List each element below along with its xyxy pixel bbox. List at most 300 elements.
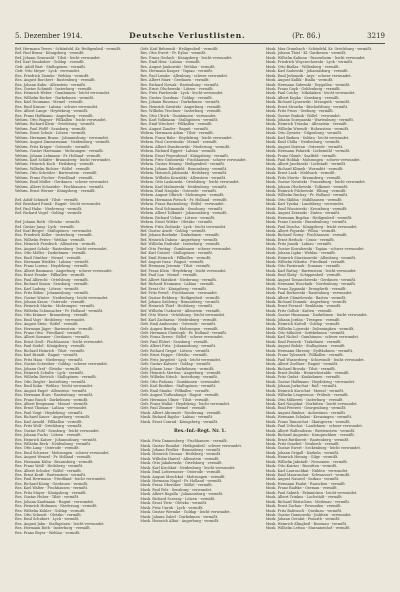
list-line: Res. Fritz Wolf - Ortelsburg - vermißt. xyxy=(15,424,83,429)
list-line: Musk. Johann Gerulat - Ponarth - vermißt. xyxy=(265,517,341,522)
list-line: Musk. Karl Badura - Soldau - leicht verwundet. xyxy=(265,135,350,140)
list-line: Wehrm. Otto Laskowski - Ortelsburg - leicht verwundet. xyxy=(140,180,240,185)
list-line: Gefr. Heinrich Mertins - Angerburg - vermißt. xyxy=(140,370,222,375)
list-line: Wehrm. Fritz Zielinski - Lyck - leicht verwundet. xyxy=(140,224,227,229)
list-line: Musk. Wilhelm Wnendt - Hohenstein - vermißt. xyxy=(265,126,350,131)
page-header xyxy=(15,30,385,42)
list-line: Gefr. Johann Lenz - Darkehmen - vermißt. xyxy=(140,366,215,371)
list-line: Res. Ernst Franke - Pillkallen - vermißt. xyxy=(15,273,86,278)
list-line: Wehrm. August Olbrich - Mohrungen - vermißt. xyxy=(140,193,225,198)
list-line: Res. Albert Marx - Gerdauen - vermißt. xyxy=(140,78,210,83)
list-line: Musk. Franz Tybussek - Pillkallen - vermißt. xyxy=(265,353,344,358)
list-line: Musk. Johann Fiedler - Braunsberg - vermißt. xyxy=(140,447,222,452)
list-line: Gefr. Adolf Bart - Stallupönen - vermißt. xyxy=(15,64,86,69)
list-line: Res. August Engel - Allenstein - vermißt. xyxy=(15,388,88,393)
list-line: Musk. Albert Trinkus - Lochstädt - vermißt. xyxy=(265,495,343,500)
list-line: Res. Albert Schulze - Rößel - vermißt. xyxy=(15,468,82,473)
list-line: Res. Paul Voigt - Heydekrug - vermißt. xyxy=(15,410,84,415)
list-line: Musk. Albert Kopka - Sensburg - vermißt. xyxy=(265,95,340,100)
list-line: Gefr. Karl Ruddies - Stallupönen - vermißt. xyxy=(140,384,217,389)
list-line: Musk. Heinrich Klingbeil - Rosenau - vermißt. xyxy=(265,521,348,526)
list-line: Musk. Albert Chmielewski - Barten - vermißt. xyxy=(265,295,347,300)
list-line: Musk. Albert Figurski - Pillau - vermißt. xyxy=(265,228,337,233)
list-line: Res. Emil Hinz - Labiau - vermißt. xyxy=(140,60,201,65)
list-line: Res. Johann Kraus - Osterode - vermißt. xyxy=(15,299,86,304)
list-line: Musk. Karl Nickel - Gumbinnen - schwer verwundet. xyxy=(265,335,359,340)
list-line: Res. Hermann Kasper - Tapiau - vermißt. xyxy=(140,69,214,74)
header-title: Deutsche Verlustlisten. xyxy=(129,31,246,40)
list-line: Res. Karl Ludwig - Lötzen - vermißt. xyxy=(15,286,80,291)
list-line: Res. Franz Hoffmann - Angerburg - vermißt. xyxy=(15,113,94,118)
list-line: Musk. Heinrich Kurschat - Memel - vermißt. xyxy=(265,388,345,393)
list-line: Res. Emil Kuhn - Wehlau - leicht verwundet. xyxy=(15,384,94,389)
list-line: Musk. Albert Zoellner - Ragnit - vermißt. xyxy=(265,362,339,367)
list-line: Res. Emil Günther - Memel - vermißt. xyxy=(15,255,82,260)
list-line: Res. Hermann Winkler - Labiau - vermißt. xyxy=(15,260,90,264)
list-line: Ref. Karl Zacharias - Neidenburg - vermißt. xyxy=(140,317,218,322)
list-line: Wehrm. Ernst Schulz - Lötzen - vermißt. xyxy=(15,131,87,136)
list-line: Musk. Karl Tyszka - Landsberg - verwundet. xyxy=(265,202,345,207)
list-line: Musk. Wilhelm Hantel - Allenstein - vermißt. xyxy=(140,456,220,461)
list-line: Res. Karl Volkmann - Stallupönen - vermißt. xyxy=(140,118,219,122)
list-line: Gefr. August Todtenhaupt - Ragnit - vermißt. xyxy=(140,393,220,398)
list-line: Res. Otto Möller - Darkehmen - vermißt. xyxy=(15,251,87,256)
list-line: Musk. Wilhelm Lengwenus - Prökuls - vermißt. xyxy=(265,393,349,398)
list-line: Res. Fritz Pawlowski - Lyck - leicht verwundet. xyxy=(140,91,224,96)
list-line: Gefr. Paul Ehlert - Sensburg - vermißt. xyxy=(140,339,209,344)
list-line: Musk. Otto Kairies - Rossitten - vermißt. xyxy=(265,464,338,469)
list-line: Res. Gustav Quednau - Goldap - vermißt. xyxy=(140,95,213,100)
list-line: Wehrm. Fritz Krüger - Osterode - vermißt. xyxy=(15,144,91,149)
list-line: Musk. Friedrich Woyczechowski - Lyck - vermißt. xyxy=(265,60,354,65)
list-line: Musk. Ernst Lask - Mehlsack - vermißt. xyxy=(265,171,336,176)
list-line: Musk. Albert Abromeit - Niederung - vermißt. xyxy=(140,410,222,415)
list-line: Gefr. Emil Stanko - Pillkallen - vermißt. xyxy=(140,388,210,393)
list-line: Res. Franz Gerlach - Königsberg - leicht verwundet. xyxy=(140,55,233,60)
list-line: Musk. Karl Lauruschkat - Nidden - verwundet. xyxy=(265,468,349,473)
list-line: Musk. Richard Brosda - Tilsit - vermißt. xyxy=(265,366,336,371)
list-line: Res. Emil Krause - Labiau - schwer verwundet. xyxy=(15,104,99,109)
list-line: Wehrm. Ernst Wittke - Oletzko - vermißt. xyxy=(140,220,214,225)
list-line: Res. Wilhelm Beck - Neidenburg - vermißt. xyxy=(15,441,92,446)
list-line: Res. Otto Ziegler - Insterburg - vermißt. xyxy=(15,379,87,384)
list-line: Musk. Gustav Rudnik - Rößel - verwundet. xyxy=(265,113,341,118)
list-line: Ref. Fritz Preuß - Fischhausen - verwundet. xyxy=(140,291,218,296)
list-line: Gefr. Hermann Ulmer - Tilsit - vermißt. xyxy=(140,397,210,402)
header-page-number: 3219 xyxy=(367,32,385,40)
list-line: Musk. Karl Rattay - Bartenstein - leicht verwundet. xyxy=(265,268,357,273)
list-line: Wehrm. Karl Malinowski - Neidenburg - vermißt. xyxy=(140,184,228,189)
list-line: Musk. Wilhelm Jakstadt - Nemonien - vermißt. xyxy=(265,459,348,464)
list-line: Res. Emil Schubert - Lyck - vermißt. xyxy=(15,517,80,522)
list-line: Gefr. Franz Drews - Rößel - schwer verwundet. xyxy=(140,335,224,340)
list-line: Res. Heinrich Hofmann - Niederung - vermißt. xyxy=(15,504,98,509)
column-1 xyxy=(15,47,134,570)
list-line: Gefr. Gustav Kalweit - Goldap - vermißt. xyxy=(140,362,212,367)
list-line: Musk. Ernst Zachau - Powunden - vermißt. xyxy=(265,504,342,509)
list-line: Res. Gustav Schmidt - Insterburg - vermißt. xyxy=(15,86,93,91)
list-line: Ref. Franz Klein - Heydekrug - leicht verwundet. xyxy=(140,268,227,273)
list-line: Musk. Emil Slaby - Schippenbeil - vermißt. xyxy=(265,273,342,278)
list-line: Musk. Franz Glomb - Saalfeld - vermißt. xyxy=(265,153,337,158)
list-line: Res. Franz Lorenz - Heydekrug - vermißt. xyxy=(15,264,89,269)
list-line: Gefr. Otto Podszus - Gumbinnen - verwundet. xyxy=(140,379,221,384)
list-line: Res. Heinrich Friedrich - Allenstein - vermißt. xyxy=(15,242,97,247)
list-line: Wehrm. Fritz Grabowski - Fischhausen - schwer verwundet. xyxy=(140,157,247,162)
list-line: Ref. Otto Wiese - Ortelsburg - leicht verwundet. xyxy=(140,313,226,318)
list-line: Res. Otto Krämer - Braunsberg - vermißt. xyxy=(15,313,89,318)
list-line: Res. Ernst Groß - Fischhausen - leicht verwundet. xyxy=(15,339,104,344)
list-line: Musk. Franz Zyganski - Drengfurth - vermißt. xyxy=(265,286,347,291)
list-line: Musk. Emil Lottermoser - Osterode - vermißt. xyxy=(140,470,222,475)
list-line: Wehrm. Ernst Feyerabend - Königsberg - vermißt. xyxy=(140,153,229,158)
list-line: Res. Albert Lange - Heydekrug - vermißt. xyxy=(15,109,89,114)
list-line: Musk. Fritz Unruh - Lyck - vermißt. xyxy=(140,505,204,510)
list-line: Musk. Otto Skibba - Mühlhausen - vermißt. xyxy=(265,197,343,202)
list-line: Musk. Karl Kischkat - Neidenburg - leicht verwundet. xyxy=(140,465,236,470)
list-line: Musk. Hermann Falarzik - Liebemühl - vermißt. xyxy=(265,149,351,154)
list-line: Res. Hermann Kühn - Braunsberg - vermißt. xyxy=(15,459,94,464)
list-line: Musk. Karl Naujokat - Norkitten - leicht verwundet. xyxy=(265,402,358,406)
list-line: Res. Richard Sauer - Angerburg - vermißt. xyxy=(15,415,91,420)
list-line: Musk. Wilhelm Kalinna - Passenheim - leicht verwundet. xyxy=(265,55,366,60)
list-line: Ref. Gustav Jung - Lyck - vermißt. xyxy=(15,224,75,229)
list-line: Res. Wilhelm Teschner - Insterburg - vermißt. xyxy=(140,109,222,114)
list-line: Gefr. Albert Fritz - Johannisburg - vermißt. xyxy=(140,344,217,349)
list-line: Res. Paul Seidel - Königsberg - vermißt. xyxy=(15,344,86,349)
list-line: Musk. August Tomaschewski - Gerdauen - vermißt. xyxy=(265,277,357,282)
list-line: Musk. August Rohde - Stallupönen - vermißt. xyxy=(265,344,346,349)
list-line: Musk. Richard Sczesny - Lötzen - vermißt. xyxy=(140,496,216,501)
list-line: Res. Emil Wiechert - Pillkallen - vermißt. xyxy=(140,122,213,127)
list-line: Musk. Franz Radtke - Germau - vermißt. xyxy=(265,486,338,491)
list-line: Musk. Ernst Buttkereit - Rautenberg - vermißt. xyxy=(265,437,350,442)
list-line: Wehrm. Emil Müller - Gerdauen - schwer verwundet. xyxy=(15,180,110,185)
list-line: Musk. Otto Pasternak - Domnau - vermißt. xyxy=(265,264,341,269)
list-line: Ref. Hermann Jeromin - Tilsit - vermißt. xyxy=(140,264,211,269)
list-line: Wehrm. Gustav Hartmann - Mohrungen - vermißt. xyxy=(15,149,104,154)
list-line: Wehrm. Wilhelm Richter - Rößel - vermißt. xyxy=(15,166,91,171)
list-line: Res. Hermann Roth - Insterburg - vermißt. xyxy=(15,526,91,531)
columns xyxy=(15,47,385,570)
list-line: Musk. Emil Wisniewski - Kreuzburg - vermißt. xyxy=(265,206,348,211)
list-line: Res. Franz Beyer - Wehlau - vermißt. xyxy=(15,530,81,535)
list-line: Wehrm. Johann Ihlenfeld - Braunsberg - vermißt. xyxy=(140,166,228,171)
list-line: Ref. Johann Grunwald - Tilsit - leicht verwundet. xyxy=(15,55,101,60)
list-line: Ref. Karl Gutzeit - Stallupönen - vermißt. xyxy=(140,251,214,256)
list-line: Res. August Zander - Ragnit - vermißt. xyxy=(140,126,210,131)
list-line: Gefr. Emil Ambrosius - Osterode - vermißt. xyxy=(140,322,217,327)
list-line: Musk. Heinrich Marzinowski - Allenburg - vermißt. xyxy=(265,255,357,260)
list-line: Gefr. Franz Wallat - Heydekrug - leicht verwundet. xyxy=(140,402,231,406)
list-line: Musk. Johann Olschewski - Tolkemit - vermißt. xyxy=(265,184,349,189)
list-line: Res. Ernst Thomas - Labiau - verwundet. xyxy=(15,406,88,411)
list-line: Gefr. Richard Grigat - Lötzen - vermißt. xyxy=(140,348,211,353)
list-line: Res. Otto Schmitt - Oletzko - vermißt. xyxy=(15,512,82,517)
list-line: Res. Fritz Haas - Niederung - vermißt. xyxy=(15,357,84,362)
list-line: Ref. Hermann Tewes - Schönfeld, Kr. Heiligenbeil - vermißt. xyxy=(15,47,122,51)
list-line: Musk. Paul Duscha - Königsberg - leicht verwundet. xyxy=(265,224,358,229)
list-line: Wehrm. Albert Schneider - Fischhausen - vermißt. xyxy=(15,184,105,189)
list-line: Musk. Johann Jurkschat - Ruß - vermißt. xyxy=(265,384,338,389)
list-line: Res. Hermann Jäger - Bartenstein - vermißt. xyxy=(15,326,94,331)
list-line: Ref. Albert Matzkeit - Niederung - vermißt. xyxy=(140,277,218,282)
list-line: Ref. Heinrich Thiel - Heilsberg - vermißt. xyxy=(140,304,214,309)
list-line: Wehrm. Franz Rautenberg - Rößel - verwundet. xyxy=(140,202,225,207)
list-line: Musk. Hermann Bogdan - Heiligenbeil - vermißt. xyxy=(265,215,353,220)
list-line: Musk. Franz Tamoschat - Skaisgirren - vermißt. xyxy=(265,419,351,424)
list-line: Musk. Johann Jordan - Trempen - vermißt. xyxy=(265,317,341,322)
list-line: Res. Karl Arnold - Pillkallen - vermißt. xyxy=(15,419,83,424)
list-line: Res. August Jankowski - Wehlau - vermißt. xyxy=(140,64,216,69)
column-3 xyxy=(266,47,385,570)
list-line: Res. Karl Brandt - Ragnit - vermißt. xyxy=(15,353,79,358)
list-line: Res. Karl Walter - Fischhausen - vermißt. xyxy=(15,486,89,491)
list-line: Ref. Heinrich Dahms - Angerburg - vermißt. xyxy=(140,237,219,242)
section-heading: Res.-Inf.-Regt. Nr. 1. xyxy=(173,428,226,434)
list-line: Res. Richard Heinrich - Tilsit - vermißt. xyxy=(15,348,86,353)
list-line: Wehrm. August Zimmermann - Neidenburg - vermißt. xyxy=(15,140,111,145)
list-line: Musk. August Kullik - Bialla - vermißt. xyxy=(265,78,334,83)
list-line: Res. Emil Vogt - Heilsberg - verwundet. xyxy=(15,317,86,322)
list-line: Musk. Hermann Nagel - Pr. Holland - vermißt. xyxy=(140,479,223,483)
list-line: Musk. Hermann Salewski - Drygallen - vermißt. xyxy=(265,82,351,87)
list-line: Ref. Karl Sinnhuber - Goldap - vermißt. xyxy=(15,60,85,65)
column-2 xyxy=(140,47,259,570)
list-line: Gefr. Fritz Jurgeleit - Lyck - leicht verwundet. xyxy=(140,357,222,362)
list-line: Res. Gustav Huber - Tilsit - vermißt. xyxy=(15,495,80,500)
list-line: Ref. Richard Neumann - Labiau - vermißt. xyxy=(140,282,215,287)
list-line: Musk. Ernst Herholz - Cranz - vermißt. xyxy=(265,237,335,242)
list-line: Res. Richard Nowak - Rastenburg - vermißt. xyxy=(140,82,220,87)
list-line: Wehrm. Hermann Braun - Johannisburg - verwundet. xyxy=(15,135,110,140)
list-line: Musk. Ernst Conrad - Königsberg - vermißt. xyxy=(140,419,219,424)
list-line: Ref. August Iwan - Ragnit - vermißt. xyxy=(140,260,205,264)
list-line: Musk. Paul Urbschat - Lasdehnen - schwer verwundet. xyxy=(265,424,363,429)
list-line: Musk. Fritz Janzik - Labiau - vermißt. xyxy=(265,242,332,247)
list-line: Musk. Heinrich Gronau - Heilsberg - vermißt. xyxy=(140,452,222,457)
list-line: Res. Fritz Mayer - Königsberg - vermißt. xyxy=(15,490,87,495)
header-date: 5. Dezember 1914. xyxy=(15,32,83,40)
header-issue: (Pr. 86.) xyxy=(292,32,321,40)
list-line: Musk. Gustav Hoffmann - Heydekrug - verwundet. xyxy=(265,379,356,384)
list-line: Res. Wilhelm Dietrich - Stallupönen - vermißt. xyxy=(15,375,97,380)
list-line: Ref. Gustav Rehberg - Heiligenbeil - vermißt. xyxy=(140,295,221,300)
list-line: Res. Emil Schwarz - Mohrungen - schwer verwundet. xyxy=(15,450,110,455)
list-line: Musk. Wilhelm Lojewski - Dubeningken - vermißt. xyxy=(265,326,355,331)
list-line: Gefr. Hermann Christoph - Pr. Holland - vermißt. xyxy=(140,331,228,335)
list-line: Ref. Richard Vogel - Goldap - vermißt. xyxy=(15,211,83,216)
list-line: Ref. Karl Berger - Stallupönen - verwundet. xyxy=(15,228,93,233)
list-line: Musk. Emil Mauruschat - Schwarzort - vermißt. xyxy=(265,473,351,477)
list-line: Wehrm. Richard Urban - Lötzen - vermißt. xyxy=(140,215,216,220)
list-line: Res. Johann Kaufmann - Ragnit - verwundet. xyxy=(15,499,95,504)
list-line: Musk. Johann Sczepanski - Wartenburg - vermißt. xyxy=(265,118,355,122)
list-line: Res. August Stein - Rößel - vermißt. xyxy=(15,322,79,327)
list-line: Wehrm. Johann Lehmann - Pr. Holland - vermißt. xyxy=(15,153,102,158)
list-line: Wehrm. Heinrich Koch - Heilsberg - vermißt. xyxy=(15,162,95,167)
list-line: Musk. August Meschkat - Mohrungen - vermißt. xyxy=(140,474,226,479)
list-line: Res. Otto Ewert - Pr. Eylau - vermißt. xyxy=(140,51,207,56)
list-line: Musk. Ernst Mrowka - Bischofsburg - vermißt. xyxy=(265,104,349,109)
list-line: Res. Heinrich Martin - Mohrungen - vermißt. xyxy=(15,304,95,309)
list-line: Wehrm. Otto Wagner - Pillkallen - leicht verwundet. xyxy=(15,118,107,122)
list-line: Musk. August Rimkus - Aulowönen - vermißt. xyxy=(265,410,346,415)
list-line: Musk. Wilhelm Lettau - Maraunenhof - vermißt. xyxy=(265,526,351,531)
list-line: Wehrm. Paul Wolff - Sensburg - vermißt. xyxy=(15,126,87,131)
list-line: Res. Otto Lang - Osterode - vermißt. xyxy=(15,446,80,451)
list-line: Musk. August Naused - Sarkau - vermißt. xyxy=(265,477,340,482)
list-line: Res. August Wenzel - Pr. Holland - vermißt. xyxy=(15,455,92,460)
list-line: Musk. Otto Jakubowski - Ortelsburg - vermißt. xyxy=(140,461,223,466)
list-line: Musk. Heinrich Albat - Angerburg - vermißt. xyxy=(140,518,220,523)
list-line: Musk. Otto Biallas - Willenberg - vermißt. xyxy=(265,64,340,69)
list-line: Wehrm. Ernst Werner - Königsberg - vermißt. xyxy=(15,189,96,193)
list-line: Musk. Hermann Paulat - Rauschen - vermißt. xyxy=(265,481,346,486)
list-line: Res. Johann Kuhn - Allenstein - vermißt. xyxy=(15,82,87,87)
list-line: Musk. Albert Jaschinski - Liebstadt - vermißt. xyxy=(265,162,347,167)
list-line: Musk. Fritz Dzaebel - Neukirch - vermißt. xyxy=(265,441,340,446)
list-line: Musk. Paul Sakuth - Palmnicken - leicht verwundet. xyxy=(265,490,358,495)
list-line: Musk. Gustav Kowalewski - Tapiau - schwer verwundet. xyxy=(265,246,365,251)
list-line: Musk. Gustav Nowitzki - Frauenburg - leicht verwundet. xyxy=(265,180,366,185)
list-line: Musk. Richard Gorny - Fischhausen - vermißt. xyxy=(265,233,348,238)
list-line: Res. Gustav Pohl - Sensburg - leicht verwundet. xyxy=(15,428,100,433)
list-line: Res. Friedrich Ziemke - Wehlau - vermißt. xyxy=(15,73,90,78)
header-rule xyxy=(15,43,385,44)
list-line: Musk. Gustav Ewert - Seckenburg - leicht verwundet. xyxy=(265,446,361,451)
list-line: Musk. Paul Czichy - Nikolaiken - leicht verwundet. xyxy=(265,91,356,96)
list-line: Res. Ernst Kraft - Bartenstein - vermißt. xyxy=(15,473,87,477)
list-line: Musk. Gustav Wermke - Goldap - leicht verwundet. xyxy=(140,510,231,515)
list-line: Musk. Paul Holdak - Mohrungen - schwer verwundet. xyxy=(265,157,361,162)
list-line: Res. Johann Rosenau - Darkehmen - vermißt. xyxy=(140,100,221,105)
list-line: Ref. Johann Sablotny - Braunsberg - vermißt. xyxy=(140,299,221,304)
list-line: Musk. Albert Wallendszus - Breitenstein - vermißt. xyxy=(265,428,356,433)
list-line: Musk. August Zeranski - Zinten - vermißt. xyxy=(265,211,341,216)
list-line: Res. Richard Simon - Sensburg - vermißt. xyxy=(15,282,89,287)
list-line: Musk. Gustav Dannowski - Juditten - verwundet. xyxy=(265,512,352,517)
list-line: Musk. Albert Rogalla - Johannisburg - vermißt. xyxy=(140,492,224,497)
list-line: Ref. Emil Heinrich - Pillkallen - vermißt. xyxy=(140,255,212,260)
list-line: Ref. Johann Boehnke - Darkehmen - vermißt. xyxy=(140,233,220,238)
list-line: Res. Heinrich Weber - Gumbinnen - leicht verwundet. xyxy=(15,91,111,96)
list-line: Musk. Gustav Ennulat - Heiligenbeil - schwer verwundet. xyxy=(140,443,243,448)
list-line: Wehrm. Albert Tolkmitt - Johannisburg - vermißt. xyxy=(140,211,228,216)
list-line: Wehrm. Hermann Pietsch - Pr. Holland - vermißt. xyxy=(140,197,228,202)
list-line: Wehrm. Franz Fischer - Friedland - vermißt. xyxy=(15,175,94,180)
list-line: Musk. Otto Mikoleit - Szittkehmen - vermißt. xyxy=(265,331,346,335)
list-line: Res. Otto Ulrich - Gumbinnen - verwundet. xyxy=(140,113,217,118)
list-line: Wehrm. Karl Schäfer - Braunsberg - leicht verwundet. xyxy=(15,157,111,162)
list-line: Res. Franz Busch - Darkehmen - vermißt. xyxy=(15,397,89,402)
list-line: Gefr. August Bendig - Mohrungen - vermißt. xyxy=(140,326,219,331)
list-line: Gefr. Wilhelm Nitsch - Insterburg - vermißt. xyxy=(140,375,219,380)
list-line: Res. Wilhelm Schumacher - Pr. Holland - vermißt. xyxy=(15,308,104,313)
list-line: Musk. Franz Cziesla - Brandenburg - vermißt. xyxy=(265,220,348,225)
list-line: Wehrm. Otto Schröder - Bartenstein - vermißt. xyxy=(15,171,98,176)
list-line: Musk. Otto Milkereit - Insterburg - vermißt. xyxy=(265,397,344,402)
list-line: Musk. Emil Petereit - Georgenburg - vermißt. xyxy=(265,406,347,411)
list-line: Musk. Richard Augustin - Kraupischken - vermißt. xyxy=(265,433,355,438)
list-line: Musk. Heinrich Trzaska - Allenstein - vermißt. xyxy=(265,122,348,127)
list-line: Musk. Max Grumbach - Schönfeld, Kr. Ortelsburg - vermißt. xyxy=(265,47,373,51)
list-line: Musk. Emil Chilla - Neidenburg - vermißt. xyxy=(265,140,341,145)
list-line: Gefr. Otto Meyer - Lyck - verwundet. xyxy=(15,69,81,74)
list-line: Musk. Paul Pelz - Sensburg - verwundet. xyxy=(140,487,213,492)
list-line: Gefr. Karl Behrendt - Heiligenbeil - vermißt. xyxy=(140,47,219,51)
list-line: Ref. Paul Bruns - Königsberg - vermißt. xyxy=(15,51,85,56)
list-line: Ref. Paul Lux - Memel - vermißt. xyxy=(140,273,198,278)
list-line: Musk. Richard Lyssewski - Mensguth - vermißt. xyxy=(265,100,351,105)
list-line: Res. Ernst Olschewski - Lötzen - vermißt. xyxy=(140,86,214,91)
list-line: Res. Johann Graf - Oletzko - vermißt. xyxy=(15,366,81,371)
list-line: Musk. Paul Borkowski - Rastenburg - verwundet. xyxy=(265,291,353,296)
list-line: Musk. Heinrich Pilchowski - Elbing - vermißt. xyxy=(265,189,347,193)
list-line: Ref. Bernhard Frank - Ragnit - leicht verwundet. xyxy=(15,202,102,207)
list-line: Musk. Karl Sadowski - Johannisburg - vermißt. xyxy=(265,69,349,74)
list-line: Res. Heinrich Kaiser - Johannisburg - vermißt. xyxy=(15,437,98,442)
list-line: Ref. Wilhelm Endrulat - Insterburg - vermißt. xyxy=(140,242,221,247)
list-line: Wehrm. Gustav Hennig - Heiligenbeil - vermißt. xyxy=(140,162,226,167)
list-line: Wehrm. Hermann Adam - Tilsit - vermißt. xyxy=(140,131,214,136)
list-line: Res. Hermann Horn - Rastenburg - vermißt. xyxy=(15,393,94,398)
list-line: Musk. Gustav Hinzmann - Darkehmen - leicht verwundet. xyxy=(265,313,368,318)
list-line: Musk. Franz Oberüber - Rößel - vermißt. xyxy=(140,483,213,488)
list-line: Res. Franz Otto - Friedland - vermißt. xyxy=(15,331,82,335)
list-line: Musk. Fritz Dannenberg - Fischhausen - vermißt. xyxy=(140,439,228,444)
list-line: Musk. Paul Wasserberg - Schirwindt - leicht verwundet. xyxy=(265,357,365,362)
list-line: Musk. Richard Bajohr - Labiau - vermißt. xyxy=(140,415,214,420)
list-line: Musk. Johann Thiel - Kl. Gardienen - vermißt. xyxy=(265,51,347,56)
list-line: Musk. Richard Domnik - Angerburg - vermißt. xyxy=(265,299,348,304)
list-line: Musk. Richard Weitschies - Medenau - vermißt. xyxy=(265,499,351,504)
list-line: Musk. Fritz Pruss - Seeburg - vermißt. xyxy=(265,109,334,114)
list-line: Res. Albert Sommer - Gerdauen - vermißt. xyxy=(15,335,91,340)
list-line: Musk. Heinrich Kattoll - Goldap - vermißt. xyxy=(265,322,341,327)
list-line: Res. Gustav Schreiber - Goldap - schwer verwundet. xyxy=(15,362,108,367)
list-line: Musk. Ernst Tietz - Oletzko - vermißt. xyxy=(140,501,208,506)
list-line: Musk. Richard Klimek - Wormditt - vermißt. xyxy=(265,166,344,171)
list-line: Ref. Wilhelm Uszkoreit - Allenstein - vermißt. xyxy=(140,308,221,313)
list-line: Res. Johann Fuchs - Lötzen - vermißt. xyxy=(15,433,82,438)
list-line: Wehrm. Emil Naujoks - Osterode - vermißt. xyxy=(140,189,217,193)
list-line: Ref. Ernst Ott - Königsberg - vermißt. xyxy=(140,286,208,291)
list-line: Wehrm. Albert Dombrowski - Niederung - vermißt. xyxy=(140,144,231,149)
list-line: Res. Paul Herrmann - Friedland - leicht verwundet. xyxy=(15,477,107,482)
list-line: Musk. Johann Zabel - Darkehmen - vermißt. xyxy=(140,514,219,519)
list-line: Wehrm. Paul Schimanski - Sensburg - vermißt. xyxy=(140,206,224,211)
list-line: Ref. Paul Hahn - Niederung - vermißt. xyxy=(15,206,83,211)
list-line: Res. Heinrich Sawitzki - Angerburg - vermißt. xyxy=(140,104,222,109)
list-line: Res. Franz Weiß - Heilsberg - vermißt. xyxy=(15,464,84,469)
list-line: Musk. Emil Pentzek - Trakehnen - vermißt. xyxy=(265,339,342,344)
list-line: Musk. Ernst Frenzel - Benkheim - vermißt. xyxy=(265,304,342,309)
list-line: Res. Richard König - Gerdauen - vermißt. xyxy=(15,481,89,486)
list-line: Res. August Jahn - Stallupönen - leicht verwundet. xyxy=(15,521,105,526)
list-line: Musk. Ernst Dudda - Heinrichswalde - vermißt. xyxy=(265,370,350,375)
list-line: Ref. Gustav Arndt - Goldap - vermißt. xyxy=(140,228,207,233)
list-line: Musk. Franz Gayk - Gehlenburg - vermißt. xyxy=(265,86,341,91)
list-line: Musk. Fritz Baltrusch - Quednau - vermißt. xyxy=(265,508,343,513)
list-line: Musk. Otto Zywietz - Gilgenburg - vermißt. xyxy=(265,131,343,136)
list-line: Musk. Fritz Gollub - Kutten - vermißt. xyxy=(265,308,333,313)
list-line: Wehrm. Heinrich Jablonski - Heilsberg - vermißt. xyxy=(140,171,228,176)
list-line: Wehrm. Franz Bahr - Heydekrug - leicht verwundet. xyxy=(140,135,233,140)
list-line: Wehrm. Richard Klein - Ortelsburg - vermißt. xyxy=(15,122,96,127)
list-line: Ref. Johann Roth - Oletzko - vermißt. xyxy=(15,220,81,225)
list-line: Res. August Scholz - Rastenburg - leicht verwundet. xyxy=(15,246,108,251)
